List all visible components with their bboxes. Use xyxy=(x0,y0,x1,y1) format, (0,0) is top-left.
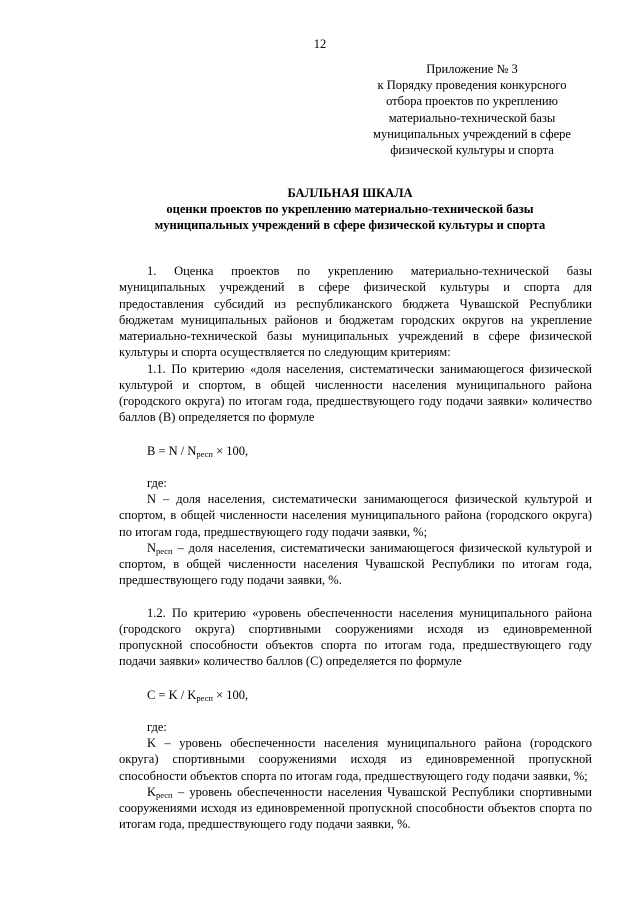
appendix-block xyxy=(352,61,592,158)
formula-b: $B = N / N_{респ} \times 100$, xyxy=(147,443,249,459)
definition-k-resp: $K_{респ}$ – уровень обеспеченности населения Чувашской Республики спортивными сооружениями исходя из единовременной пропускной способности объектов спорта по итогам года, предшествующего году подачи заявки, %. xyxy=(119,784,592,832)
paragraph-intro: 1. Оценка проектов по укреплению материально-технической базы муниципальных учреждений в сфере физической культуры и спорта для предоставления субсидий из республиканского бюджета Чувашской Республики бюджетам муниципальных районов и бюджетам городских округов на укрепление материально-технической базы муниципальных учреждений в сфере физической культуры и спорта осуществляется по следующим критериям: xyxy=(119,264,592,360)
appendix-line: к Порядку проведения конкурсного xyxy=(377,78,567,93)
paragraph-criterion-1-2: 1.2. По критерию «уровень обеспеченности населения муниципального района (городского округа) спортивными сооружениями исходя из единовременной пропускной способности объектов спорта по итогам года, предшествующего году подачи заявки» количество баллов (C) определяется по формуле xyxy=(119,605,592,669)
document-body xyxy=(119,263,592,833)
appendix-line: материально-технической базы xyxy=(388,110,556,125)
appendix-line: муниципальных учреждений в сфере xyxy=(373,126,571,141)
heading-subtitle: оценки проектов по укреплению материально-технической базы xyxy=(166,202,534,217)
document-heading xyxy=(100,185,600,234)
paragraph-criterion-1-1: 1.1. По критерию «доля населения, систематически занимающегося физической культурой и спортом, в общей численности населения муниципального района (городского округа) по итогам года, предшествующего году подачи заявки» количество баллов (B) определяется по формуле xyxy=(119,361,592,425)
appendix-title: Приложение № 3 xyxy=(426,62,518,76)
appendix-line: физической культуры и спорта xyxy=(390,143,554,158)
formula-c: $C = K / K_{респ} \times 100$, xyxy=(147,687,249,703)
definition-k: K – уровень обеспеченности населения муниципального района (городского округа) спортивными сооружениями исходя из единовременной пропускной способности объектов спорта по итогам года, предшествующего году подачи заявки, %; xyxy=(119,736,592,783)
heading-subtitle: муниципальных учреждений в сфере физической культуры и спорта xyxy=(154,218,546,233)
appendix-line: отбора проектов по укреплению xyxy=(386,94,558,109)
definition-n: N – доля населения, систематически занимающегося физической культурой и спортом, в общей численности населения муниципального района (городского округа) по итогам года, предшествующего году подачи заявки, %; xyxy=(119,492,592,539)
where-label: где: xyxy=(147,719,167,734)
where-label: где: xyxy=(147,475,167,490)
page-number: 12 xyxy=(313,37,327,51)
definition-n-resp: $N_{респ}$ – доля населения, систематически занимающегося физической культурой и спортом, в общей численности населения Чувашской Республики по итогам года, предшествующего году подачи заявки, %. xyxy=(119,540,592,588)
heading-title: БАЛЛЬНАЯ ШКАЛА xyxy=(287,186,413,200)
